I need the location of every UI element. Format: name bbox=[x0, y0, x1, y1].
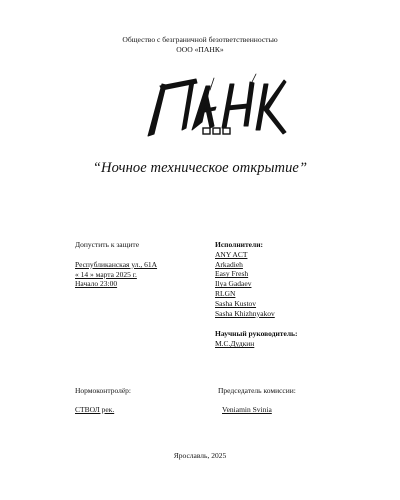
start-time: Начало 23:00 bbox=[75, 279, 118, 289]
performer-name: Sasha Kustov bbox=[215, 298, 257, 308]
organization-name: Общество с безграничной безответственностью bbox=[122, 35, 278, 44]
organization-short-name: ООО «ПАНК» bbox=[176, 45, 224, 54]
performer-name: Easy Fresh bbox=[215, 269, 249, 279]
city-year: Ярославль, 2025 bbox=[173, 451, 227, 460]
performer-name: RLGN bbox=[215, 288, 236, 298]
performer-name: Ilya Gadaev bbox=[215, 279, 252, 289]
commission-chair-label: Председатель комиссии: bbox=[218, 386, 296, 395]
event-date: « 14 » марта 2025 г. bbox=[75, 269, 137, 279]
performer-name: Arkadieh bbox=[215, 259, 243, 269]
norm-controller-label: Нормоконтролёр: bbox=[75, 386, 132, 395]
approval-block bbox=[75, 240, 215, 289]
address: Республиканская ул., 61А bbox=[75, 259, 158, 269]
performers-block bbox=[215, 240, 365, 349]
norm-controller-name: СТВОЛ рек. bbox=[75, 405, 115, 414]
supervisor-name: М.С.Дудкин bbox=[215, 339, 255, 349]
performer-name: ANY ACT bbox=[215, 249, 248, 259]
supervisor-heading: Научный руководитель: bbox=[215, 329, 298, 339]
performer-name: Sasha Khizhnyakov bbox=[215, 308, 275, 318]
approve-label: Допустить к защите bbox=[75, 240, 140, 249]
commission-chair-name: Veniamin Svinia bbox=[222, 405, 272, 414]
performers-heading: Исполнители: bbox=[215, 240, 264, 249]
event-title: “Ночное техническое открытие” bbox=[92, 160, 308, 176]
punk-logo bbox=[140, 70, 290, 145]
